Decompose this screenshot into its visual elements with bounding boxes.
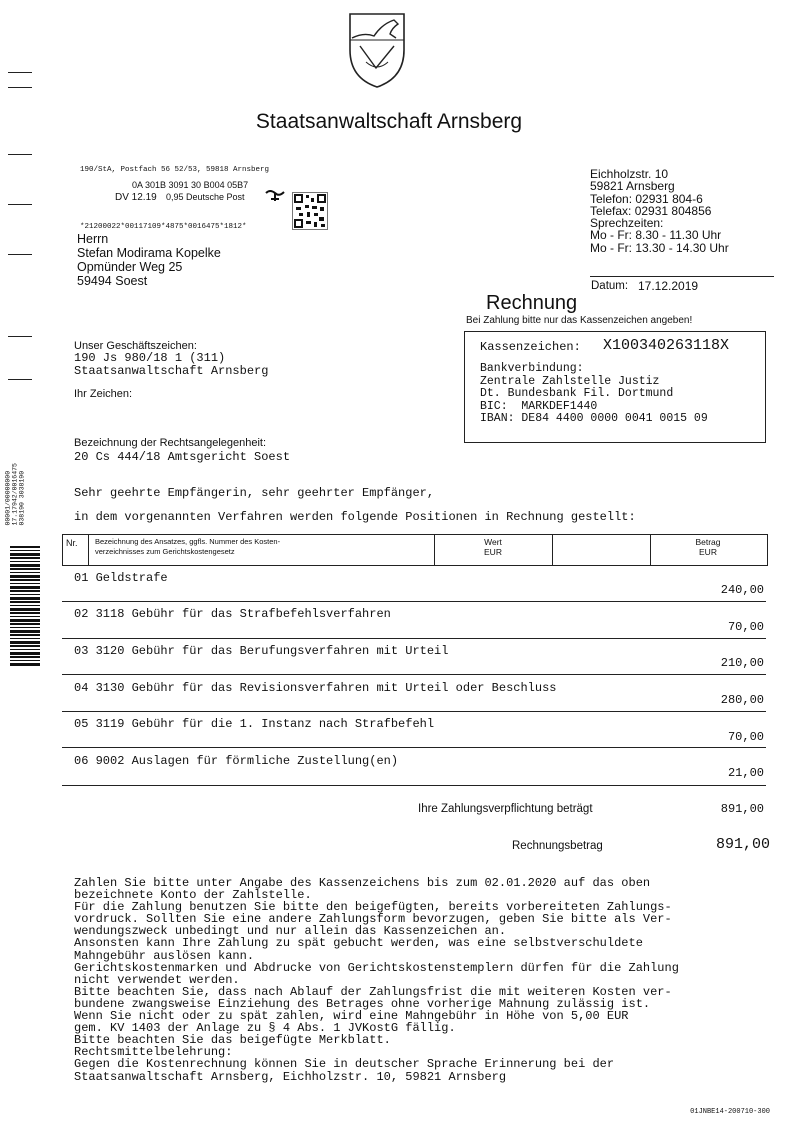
head-betrag [650, 537, 766, 557]
row-amount: 21,00 [727, 766, 764, 780]
office-contact [590, 168, 729, 254]
recipient-city: 59494 Soest [77, 274, 148, 288]
row-amount: 70,00 [727, 620, 764, 634]
body-line: nicht verwendet werden. [74, 972, 240, 987]
table-divider [88, 534, 89, 565]
bank-details [480, 363, 708, 426]
side-code-2: 17.17942/0016475 [11, 463, 19, 526]
intro-text: in dem vorgenannten Verfahren werden folgende Positionen in Rechnung gestellt: [74, 510, 636, 524]
footer-code: 01JNBE14-200710-300 [690, 1108, 770, 1116]
payment-instructions [74, 877, 679, 1083]
office-fax: Telefax: 02931 804856 [590, 203, 712, 218]
date-label: Datum: [591, 280, 629, 292]
bank-line-2: Dt. Bundesbank Fil. Dortmund [480, 387, 674, 401]
row-amount: 240,00 [720, 583, 764, 597]
head-betrag-2: EUR [699, 547, 717, 557]
body-line: Gegen die Kostenrechnung können Sie in deutscher Sprache Erinnerung bei der [74, 1057, 615, 1072]
barcode-icon [10, 546, 40, 666]
office-hours-1: Mo - Fr: 8.30 - 11.30 Uhr [590, 228, 722, 243]
head-wert [434, 537, 552, 557]
recipient-salutation: Herrn [77, 232, 109, 246]
kassenzeichen-label: Kassenzeichen: [480, 340, 581, 354]
recipient-address [77, 232, 221, 288]
body-line: Staatsanwaltschaft Arnsberg, Eichholzstr. 10, 59821 Arnsberg [74, 1069, 507, 1084]
body-line: Gerichtskostenmarken und Abdrucke von Gerichtskostenstemplern dürfen für die Zahlung [74, 960, 679, 975]
our-reference-2: Staatsanwaltschaft Arnsberg [74, 363, 269, 378]
invoice-total-value: 891,00 [715, 836, 770, 853]
body-line: bezeichnete Konto der Zahlstelle. [74, 888, 312, 903]
bank-bic: BIC: MARKDEF1440 [480, 399, 598, 413]
authority-title: Staatsanwaltschaft Arnsberg [255, 110, 523, 133]
tracking-code: *21200022*00117109*4875*0016475*1812* [80, 223, 247, 231]
body-line: bundene zwangsweise Einziehung des Betrages ohne vorherige Mahnung zulässig ist. [74, 996, 651, 1011]
head-desc-1: Bezeichnung des Ansatzes, ggfls. Nummer des Kosten- [95, 537, 281, 546]
head-wert-1: Wert [484, 537, 502, 547]
obligation-value: 891,00 [720, 802, 764, 816]
kassenzeichen-value: X100340263118X [603, 337, 730, 354]
coat-of-arms-emblem [346, 10, 408, 90]
fold-mark [8, 72, 32, 73]
office-street: Eichholzstr. 10 [590, 167, 669, 181]
table-row: 03 3120 Gebühr für das Berufungsverfahren mit Urteil [74, 644, 449, 658]
recipient-street: Opmünder Weg 25 [77, 260, 183, 274]
invoice-hint: Bei Zahlung bitte nur das Kassenzeichen angeben! [466, 315, 693, 326]
bank-line-1: Zentrale Zahlstelle Justiz [480, 374, 660, 388]
postal-code-line: 0A 301B 3091 30 B004 05B7 [132, 180, 249, 190]
obligation-label: Ihre Zahlungsverpflichtung beträgt [418, 803, 593, 815]
body-line: Für die Zahlung benutzen Sie bitte den beigefügten, bereits vorbereiteten Zahlungs- [74, 900, 672, 915]
body-line: wendungszweck unbedingt und nur allein das Kassenzeichen an. [74, 924, 507, 939]
bank-label: Bankverbindung: [480, 362, 584, 375]
office-hours-2: Mo - Fr: 13.30 - 14.30 Uhr [590, 240, 729, 255]
postal-dv: DV 12.19 [115, 192, 157, 203]
invoice-title: Rechnung [486, 292, 578, 314]
table-divider [552, 534, 553, 565]
row-rule [62, 711, 766, 712]
body-line: Mahngebühr auslösen kann. [74, 948, 255, 963]
our-reference-label: Unser Geschäftszeichen: [74, 340, 197, 352]
row-amount: 210,00 [720, 656, 764, 670]
row-amount: 70,00 [727, 730, 764, 744]
head-nr: Nr. [66, 538, 78, 548]
row-amount: 280,00 [720, 693, 764, 707]
table-row: 05 3119 Gebühr für die 1. Instanz nach Strafbefehl [74, 717, 435, 731]
side-codes [5, 376, 26, 526]
post-horn-icon [264, 187, 286, 205]
recipient-name: Stefan Modirama Kopelke [77, 246, 221, 260]
fold-mark [8, 254, 32, 255]
side-code-3: 038190 3038190 [18, 470, 26, 526]
fold-mark [8, 204, 32, 205]
body-line: Wenn Sie nicht oder zu spät zahlen, wird eine Mahngebühr in Höhe von 5,00 EUR [74, 1009, 629, 1024]
head-wert-2: EUR [484, 547, 502, 557]
invoice-total-label: Rechnungsbetrag [512, 840, 603, 852]
body-line: Bitte beachten Sie das beigefügte Merkblatt. [74, 1033, 391, 1048]
date-rule [590, 276, 774, 277]
qr-code-icon [292, 192, 328, 230]
office-hours-label: Sprechzeiten: [590, 216, 664, 231]
row-rule [62, 601, 766, 602]
our-reference-1: 190 Js 980/18 1 (311) [74, 351, 226, 365]
bank-iban: IBAN: DE84 4400 0000 0041 0015 09 [480, 412, 708, 426]
head-desc [95, 537, 280, 556]
greeting: Sehr geehrte Empfängerin, sehr geehrter Empfänger, [74, 486, 435, 500]
body-line: Ansonsten kann Ihre Zahlung zu spät gebucht werden, was eine selbstverschuldete [74, 936, 643, 951]
body-line: Zahlen Sie bitte unter Angabe des Kassenzeichens bis zum 02.01.2020 auf das oben [74, 876, 651, 890]
row-rule [62, 674, 766, 675]
table-row: 06 9002 Auslagen für förmliche Zustellung(en) [74, 754, 399, 768]
row-rule [62, 785, 766, 786]
head-betrag-1: Betrag [695, 537, 721, 547]
matter-label: Bezeichnung der Rechtsangelegenheit: [74, 437, 267, 449]
office-phone: Telefon: 02931 804-6 [590, 191, 703, 206]
your-reference-label: Ihr Zeichen: [74, 388, 133, 400]
sender-return-line: 190/StA, Postfach 56 52/53, 59818 Arnsberg [80, 166, 270, 174]
head-desc-2: verzeichnisses zum Gerichtskostengesetz [95, 546, 235, 556]
row-rule [62, 747, 766, 748]
body-line: Rechtsmittelbelehrung: [74, 1045, 233, 1060]
our-reference [74, 352, 268, 377]
table-row: 01 Geldstrafe [74, 571, 168, 585]
fold-mark [8, 336, 32, 337]
side-code-1: 00001/00000000 [4, 470, 12, 526]
matter-value: 20 Cs 444/18 Amtsgericht Soest [74, 450, 291, 464]
fold-mark [8, 87, 32, 88]
table-row: 04 3130 Gebühr für das Revisionsverfahren mit Urteil oder Beschluss [74, 681, 557, 695]
body-line: gem. KV 1403 der Anlage zu § 4 Abs. 1 JVKostG fällig. [74, 1021, 456, 1036]
date-value: 17.12.2019 [638, 279, 699, 293]
table-row: 02 3118 Gebühr für das Strafbefehlsverfahren [74, 607, 391, 621]
postal-postage: 0,95 Deutsche Post [166, 192, 245, 202]
body-line: vordruck. Sollten Sie eine andere Zahlungsform bevorzugen, geben Sie bitte als Ver- [74, 912, 672, 927]
fold-mark [8, 154, 32, 155]
row-rule [62, 638, 766, 639]
office-city: 59821 Arnsberg [590, 179, 675, 194]
body-line: Bitte beachten Sie, dass nach Ablauf der Zahlungsfrist die mit weiteren Kosten ver- [74, 984, 672, 999]
